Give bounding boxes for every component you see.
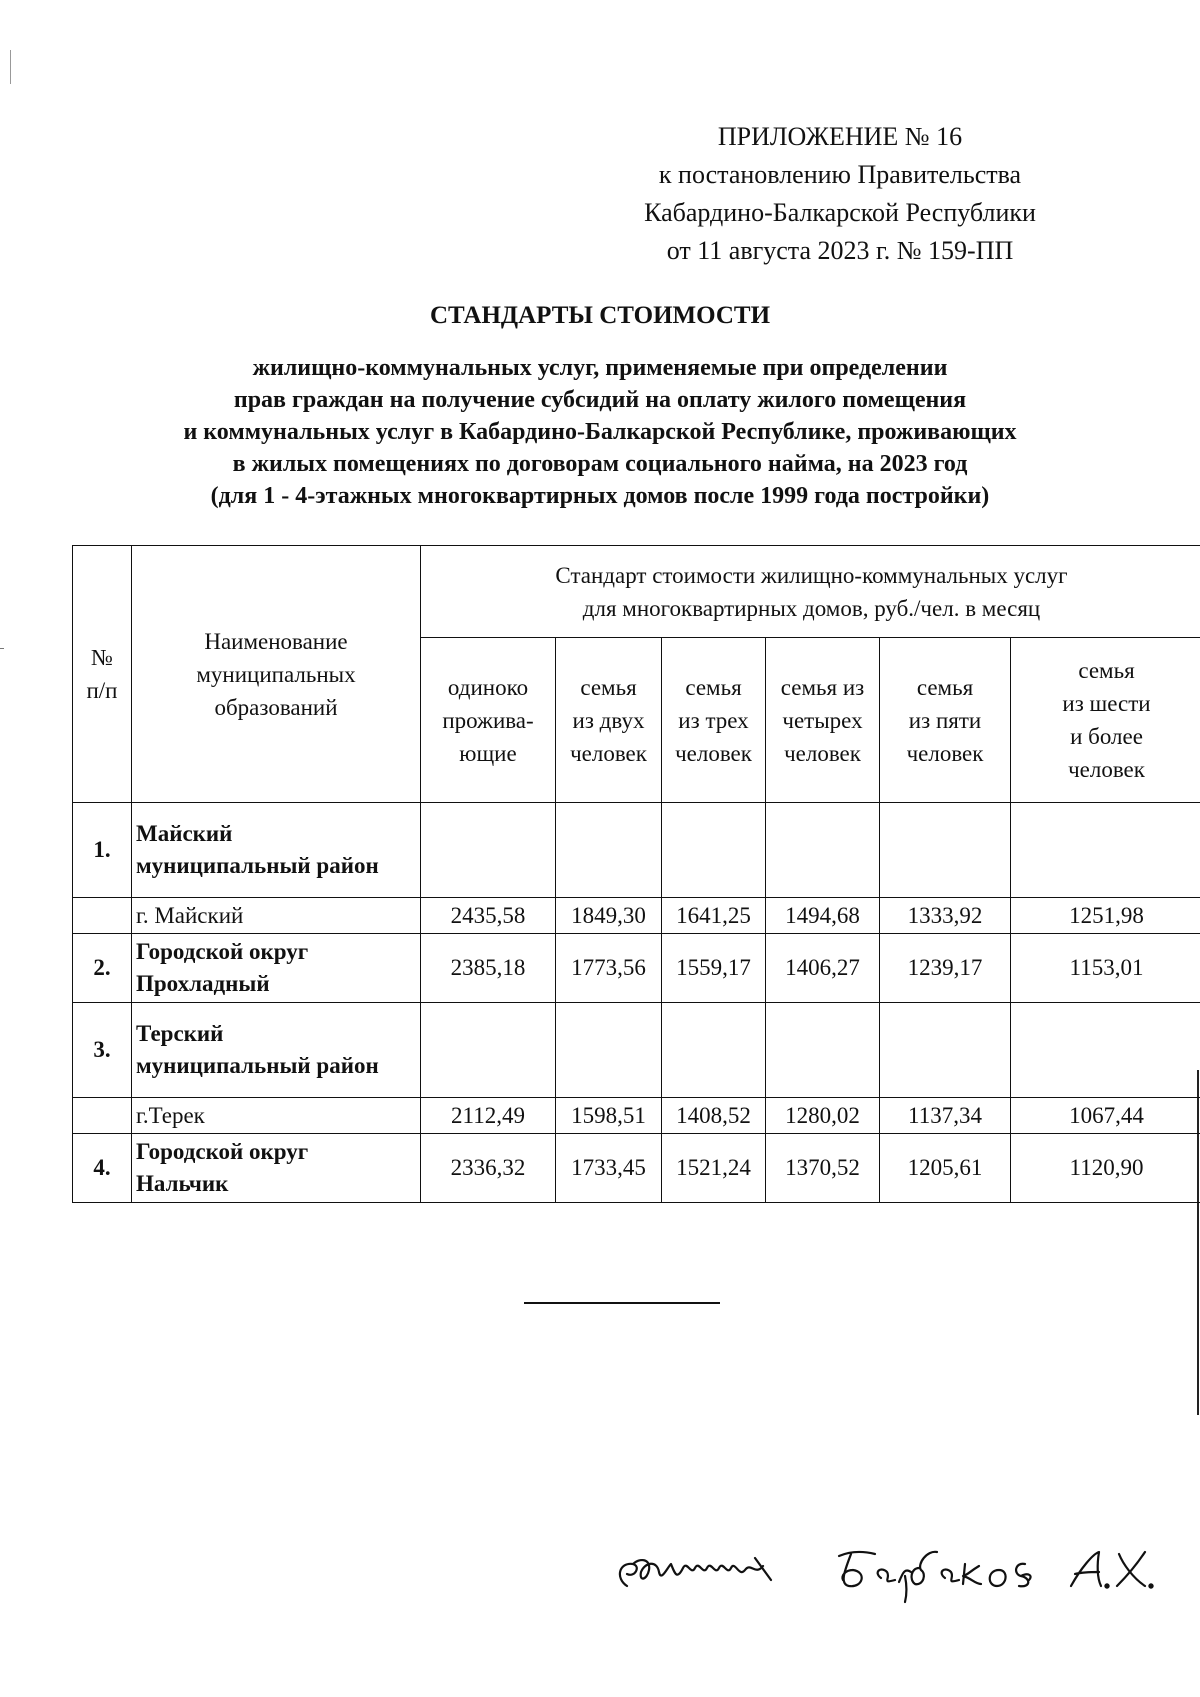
subtitle-line: в жилых помещениях по договорам социального найма, на 2023 год [232, 451, 968, 477]
municipality-name: г.Терек [132, 1098, 421, 1134]
municipality-name: Городской округ Нальчик [132, 1134, 421, 1203]
cost-value: 2112,49 [421, 1098, 556, 1134]
row-number [73, 1098, 132, 1134]
cost-value: 1333,92 [880, 898, 1011, 934]
cost-value: 1067,44 [1011, 1098, 1200, 1134]
cost-value: 1408,52 [662, 1098, 766, 1134]
cost-value [1011, 803, 1200, 898]
subheader-col-4: семья из четырех человек [766, 638, 880, 803]
cost-value [662, 1003, 766, 1098]
row-number: 3. [73, 1003, 132, 1098]
header-num: № п/п [73, 546, 132, 803]
cost-value: 2435,58 [421, 898, 556, 934]
subheader-col-6: семья из шести и более человек [1011, 638, 1200, 803]
cost-value: 1494,68 [766, 898, 880, 934]
table-row [73, 934, 1200, 1003]
cost-standards-table [72, 545, 1200, 1203]
subtitle-line: жилищно-коммунальных услуг, применяемые при определении [252, 355, 948, 381]
cost-value: 1559,17 [662, 934, 766, 1003]
cost-value [766, 1003, 880, 1098]
cost-value: 2385,18 [421, 934, 556, 1003]
table-row [73, 1098, 1200, 1134]
row-number: 4. [73, 1134, 132, 1203]
subtitle-line: и коммунальных услуг в Кабардино-Балкарской Республике, проживающих [183, 419, 1017, 445]
row-number: 2. [73, 934, 132, 1003]
cost-value: 1370,52 [766, 1134, 880, 1203]
handwritten-signature [605, 1528, 1165, 1608]
cost-value [421, 803, 556, 898]
cost-value [880, 1003, 1011, 1098]
cost-value: 1521,24 [662, 1134, 766, 1203]
row-number [73, 898, 132, 934]
subheader-col-2: семья из двух человек [556, 638, 662, 803]
document-title: СТАНДАРТЫ СТОИМОСТИ [429, 302, 771, 329]
cost-value: 1153,01 [1011, 934, 1200, 1003]
cost-value: 2336,32 [421, 1134, 556, 1203]
cost-value: 1239,17 [880, 934, 1011, 1003]
cost-value [880, 803, 1011, 898]
subtitle-line: прав граждан на получение субсидий на оплату жилого помещения [233, 387, 967, 413]
scan-artifact-mark [10, 50, 11, 84]
table-body [73, 803, 1200, 1203]
scan-artifact-tick [0, 648, 4, 649]
cost-value [556, 1003, 662, 1098]
appendix-ref-line: к постановлению Правительства [658, 160, 1022, 189]
cost-value: 1733,45 [556, 1134, 662, 1203]
subheader-col-3: семья из трех человек [662, 638, 766, 803]
cost-value [556, 803, 662, 898]
municipality-name: Майский муниципальный район [132, 803, 421, 898]
cost-value [1011, 1003, 1200, 1098]
cost-value [766, 803, 880, 898]
subheader-col-5: семья из пяти человек [880, 638, 1011, 803]
header-group: Стандарт стоимости жилищно-коммунальных услуг для многоквартирных домов, руб./чел. в месяц [421, 546, 1200, 638]
appendix-number: ПРИЛОЖЕНИЕ № 16 [717, 122, 963, 151]
cost-value: 1280,02 [766, 1098, 880, 1134]
document-subtitle [60, 352, 1140, 512]
cost-value: 1598,51 [556, 1098, 662, 1134]
table-row [73, 803, 1200, 898]
cost-value [421, 1003, 556, 1098]
appendix-block [520, 118, 1160, 270]
cost-value: 1773,56 [556, 934, 662, 1003]
cost-value: 1641,25 [662, 898, 766, 934]
cost-value: 1137,34 [880, 1098, 1011, 1134]
appendix-gov-line: Кабардино-Балкарской Республики [644, 198, 1036, 227]
cost-value: 1120,90 [1011, 1134, 1200, 1203]
table-row [73, 898, 1200, 934]
table-row [73, 1003, 1200, 1098]
row-number: 1. [73, 803, 132, 898]
end-rule [524, 1302, 720, 1304]
cost-value: 1205,61 [880, 1134, 1011, 1203]
subheader-col-1: одиноко прожива- ющие [421, 638, 556, 803]
municipality-name: Городской округ Прохладный [132, 934, 421, 1003]
cost-value [662, 803, 766, 898]
table-row [73, 1134, 1200, 1203]
cost-value: 1849,30 [556, 898, 662, 934]
municipality-name: г. Майский [132, 898, 421, 934]
cost-value: 1406,27 [766, 934, 880, 1003]
subtitle-line: (для 1 - 4-этажных многоквартирных домов после 1999 года постройки) [210, 483, 990, 509]
header-name: Наименование муниципальных образований [132, 546, 421, 803]
municipality-name: Терский муниципальный район [132, 1003, 421, 1098]
appendix-date-line: от 11 августа 2023 г. № 159-ПП [666, 236, 1014, 265]
cost-value: 1251,98 [1011, 898, 1200, 934]
